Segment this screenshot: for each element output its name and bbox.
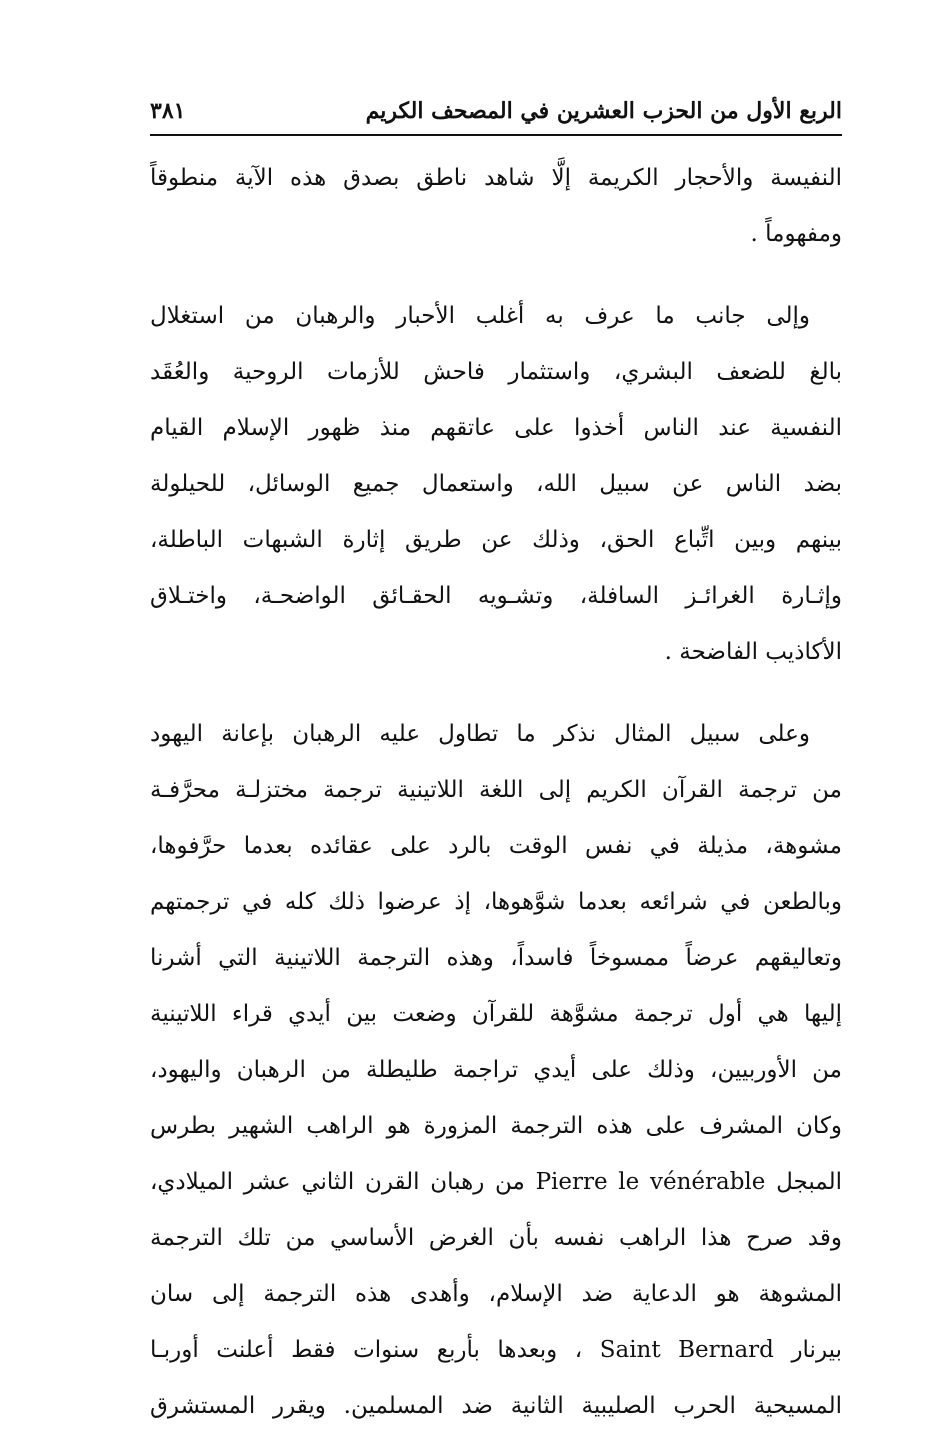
text-line: المبجل Pierre le vénérable من رهبان القرن الثاني عشر الميلادي، bbox=[150, 1169, 842, 1195]
text-line: من الأوربيين، وذلك على أيدي تراجمة طليطلة من الرهبان واليهود، bbox=[150, 1057, 842, 1083]
text-line: بالغ للضعف البشري، واستثمار فاحش للأزمات الروحية والعُقَد bbox=[150, 359, 842, 385]
paragraph-gap bbox=[150, 680, 842, 706]
text-line: المشوهة هو الدعاية ضد الإسلام، وأهدى هذه الترجمة إلى سان bbox=[150, 1281, 842, 1307]
text-line: وعلى سبيل المثال نذكر ما تطاول عليه الرهبان بإعانة اليهود bbox=[150, 721, 810, 747]
paragraph-3 bbox=[150, 706, 842, 1434]
text-line: بينهم وبين اتِّباع الحق، وذلك عن طريق إثارة الشبهات الباطلة، bbox=[150, 527, 842, 553]
text-line: إليها هي أول ترجمة مشوَّهة للقرآن وضعت بين أيدي قراء اللاتينية bbox=[150, 1001, 842, 1027]
text-line: وتعاليقهم عرضاً ممسوخاً فاسداً، وهذه الترجمة اللاتينية التي أشرنا bbox=[150, 945, 842, 971]
text-line: وكان المشرف على هذه الترجمة المزورة هو الراهب الشهير بطرس bbox=[150, 1113, 842, 1139]
text-line: النفسية عند الناس أخذوا على عاتقهم منذ ظهور الإسلام القيام bbox=[150, 415, 842, 441]
paragraph-gap bbox=[150, 262, 842, 288]
page-number: ٣٨١ bbox=[150, 98, 186, 124]
text-line: مشوهة، مذيلة في نفس الوقت بالرد على عقائده بعدما حرَّفوها، bbox=[150, 833, 842, 859]
text-line: وقد صرح هذا الراهب نفسه بأن الغرض الأساسي من تلك الترجمة bbox=[150, 1225, 842, 1251]
body-text bbox=[150, 150, 842, 1434]
text-line: الأكاذيب الفاضحة . bbox=[664, 639, 842, 665]
text-line: بيرنار Saint Bernard ، وبعدها بأربع سنوات فقط أعلنت أوربـا bbox=[150, 1337, 842, 1363]
paragraph-1 bbox=[150, 150, 842, 262]
text-line: وبالطعن في شرائعه بعدما شوَّهوها، إذ عرضوا ذلك كله في ترجمتهم bbox=[150, 889, 842, 915]
text-line: النفيسة والأحجار الكريمة إلَّا شاهد ناطق بصدق هذه الآية منطوقاً bbox=[150, 165, 842, 191]
text-line: المسيحية الحرب الصليبية الثانية ضد المسلمين. ويقرر المستشرق bbox=[150, 1393, 842, 1419]
text-line: من ترجمة القرآن الكريم إلى اللغة اللاتينية ترجمة مختزلـة محرَّفـة bbox=[150, 777, 842, 803]
running-title: الربع الأول من الحزب العشرين في المصحف الكريم bbox=[365, 98, 842, 124]
text-line: وإثـارة الغرائـز السافلة، وتشـويه الحقـائق الواضحـة، واختـلاق bbox=[150, 583, 842, 609]
paragraph-2 bbox=[150, 288, 842, 680]
text-line: وإلى جانب ما عرف به أغلب الأحبار والرهبان من استغلال bbox=[150, 303, 810, 329]
header-rule bbox=[150, 134, 842, 136]
text-line: ومفهوماً . bbox=[750, 221, 842, 247]
text-line: بضد الناس عن سبيل الله، واستعمال جميع الوسائل، للحيلولة bbox=[150, 471, 842, 497]
page-header bbox=[150, 96, 842, 132]
